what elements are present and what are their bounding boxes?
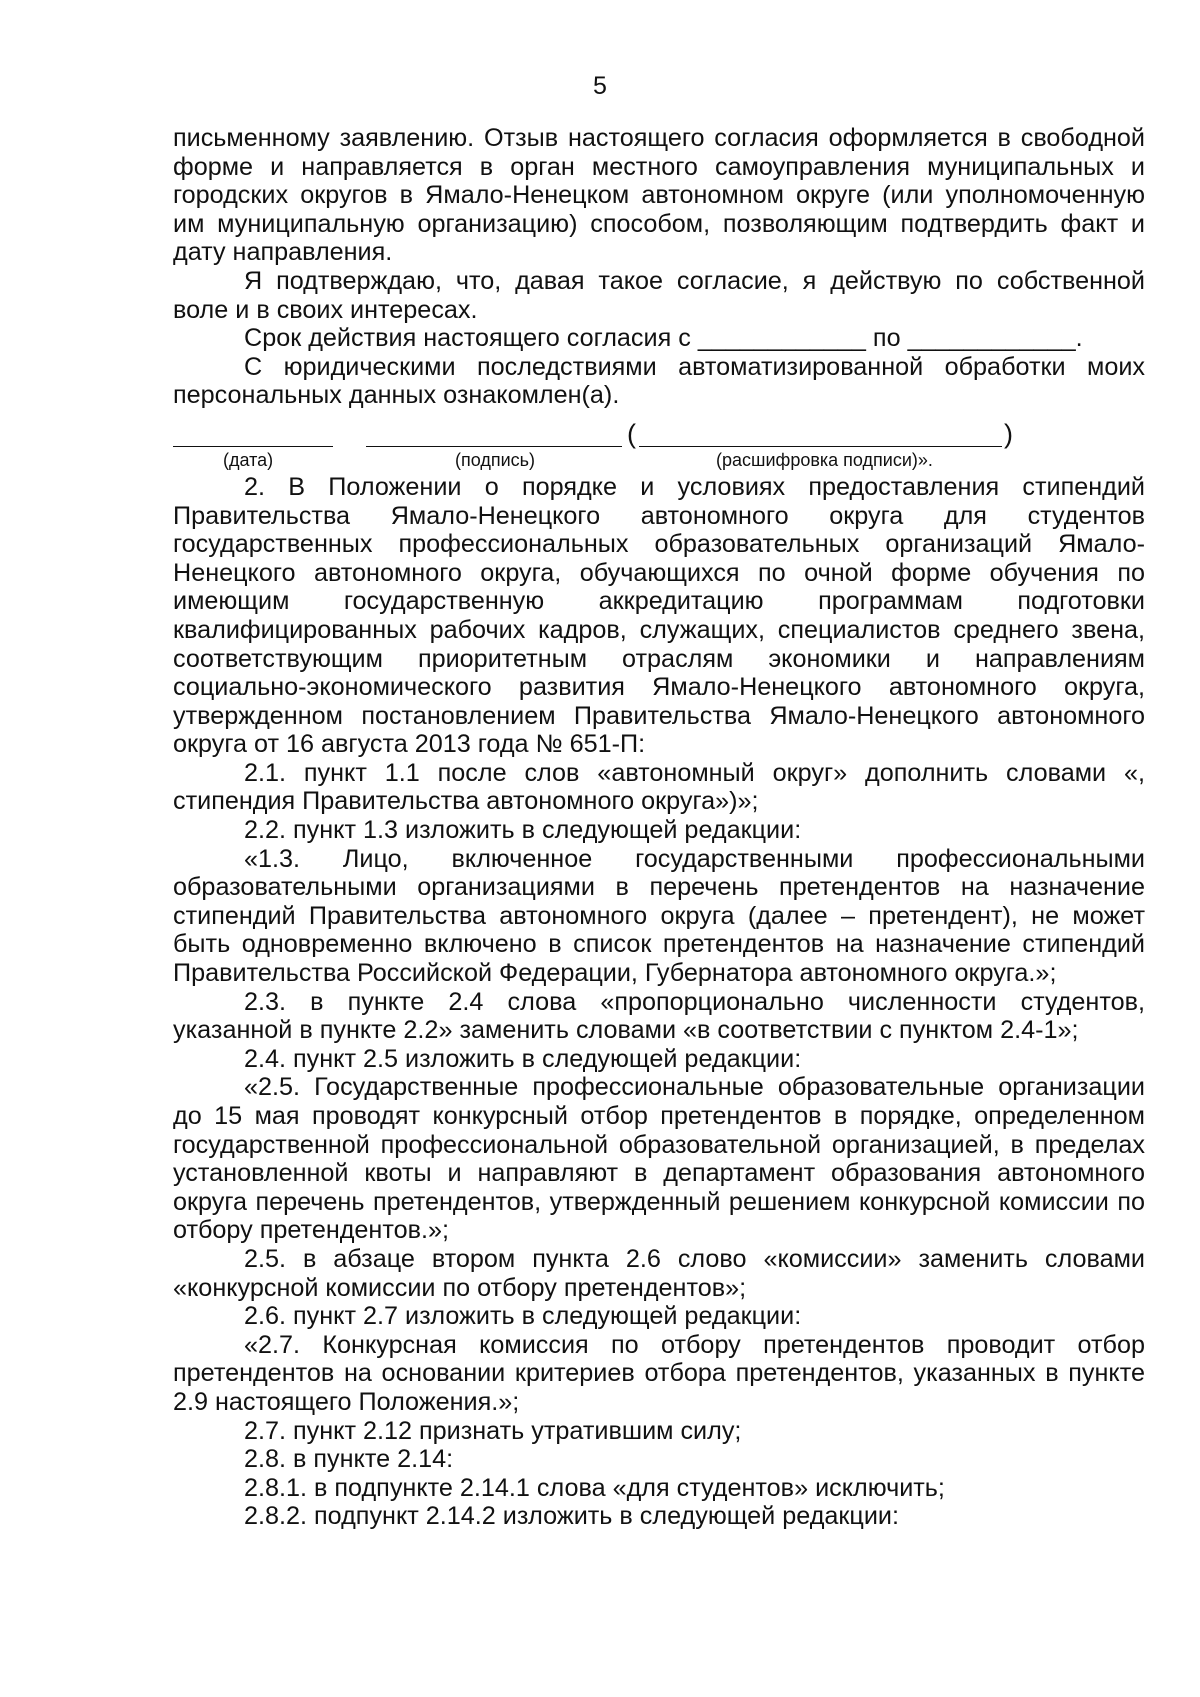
amendment-paragraph-2-4: 2.4. пункт 2.5 изложить в следующей редакции: [244, 1044, 802, 1073]
open-paren: ( [627, 418, 636, 449]
amendment-paragraph-2-6: 2.6. пункт 2.7 изложить в следующей редакции: [244, 1302, 802, 1331]
amendment-paragraph-2: 2. В Положении о порядке и условиях предоставления стипендий Правительства Ямало-Ненецкого автономного округа для студентов государственных профессиональных образовательных организаций Ямало-Ненецкого автономного округа, обучающихся по очной форме обучения по имеющим государственную аккредитацию программам подготовки квалифицированных рабочих кадров, служащих, специалистов среднего звена, соответствующим приоритетным отраслям экономики и направлениям социально-экономического развития Ямало-Ненецкого автономного округа, утвержденном постановлением Правительства Ямало-Ненецкого автономного округа от 16 августа 2013 года № 651-П: [173, 472, 1145, 759]
consent-paragraph-voluntary: Я подтверждаю, что, давая такое согласие, я действую по собственной воле и в своих интересах. [173, 266, 1145, 324]
signature-decode-line [639, 446, 1002, 447]
signature-decode-caption: (расшифровка подписи)». [716, 449, 933, 470]
consent-paragraph-validity-period: Срок действия настоящего согласия с ____________ по ____________. [244, 324, 1083, 353]
signature-block [173, 416, 1145, 473]
date-caption: (дата) [223, 449, 274, 470]
consent-paragraph-legal-consequences: С юридическими последствиями автоматизированной обработки моих персональных данных ознакомлен(а). [173, 352, 1145, 410]
signature-caption: (подпись) [455, 449, 536, 470]
amendment-quoted-1-3: «1.3. Лицо, включенное государственными профессиональными образовательными организациями в перечень претендентов на назначение стипендий Правительства автономного округа (далее – претендент), не может быть одновременно включено в список претендентов на назначение стипендий Правительства Российской Федерации, Губернатора автономного округа.»; [173, 844, 1145, 988]
amendment-paragraph-2-5: 2.5. в абзаце втором пункта 2.6 слово «комиссии» заменить словами «конкурсной комиссии по отбору претендентов»; [173, 1244, 1145, 1302]
amendment-quoted-2-5: «2.5. Государственные профессиональные образовательные организации до 15 мая проводят конкурсный отбор претендентов в порядке, определенном государственной профессиональной образовательной организацией, в пределах установленной квоты и направляют в департамент образования автономного округа перечень претендентов, утвержденный решением конкурсной комиссии по отбору претендентов.»; [173, 1073, 1145, 1245]
page-number: 5 [593, 72, 607, 100]
amendment-paragraph-2-3: 2.3. в пункте 2.4 слова «пропорционально численности студентов, указанной в пункте 2.2» заменить словами «в соответствии с пунктом 2.4-1»; [173, 987, 1145, 1045]
amendment-paragraph-2-8: 2.8. в пункте 2.14: [244, 1445, 454, 1474]
date-line [173, 446, 333, 447]
amendment-paragraph-2-2: 2.2. пункт 1.3 изложить в следующей редакции: [244, 816, 802, 845]
amendment-paragraph-2-7: 2.7. пункт 2.12 признать утратившим силу; [244, 1416, 742, 1445]
document-body [173, 124, 1145, 1531]
consent-paragraph-revocation: письменному заявлению. Отзыв настоящего согласия оформляется в свободной форме и направляется в орган местного самоуправления муниципальных и городских округов в Ямало-Ненецком автономном округе (или уполномоченную им муниципальную организацию) способом, позволяющим подтвердить факт и дату направления. [173, 124, 1145, 267]
close-paren: ) [1004, 418, 1013, 449]
signature-line [366, 446, 622, 447]
amendment-quoted-2-7: «2.7. Конкурсная комиссия по отбору претендентов проводит отбор претендентов на основании критериев отбора претендентов, указанных в пункте 2.9 настоящего Положения.»; [173, 1330, 1145, 1416]
amendment-paragraph-2-1: 2.1. пункт 1.1 после слов «автономный округ» дополнить словами «, стипендия Правительства автономного округа»)»; [173, 758, 1145, 816]
amendment-paragraph-2-8-2: 2.8.2. подпункт 2.14.2 изложить в следующей редакции: [244, 1502, 899, 1531]
amendment-paragraph-2-8-1: 2.8.1. в подпункте 2.14.1 слова «для студентов» исключить; [244, 1473, 945, 1502]
